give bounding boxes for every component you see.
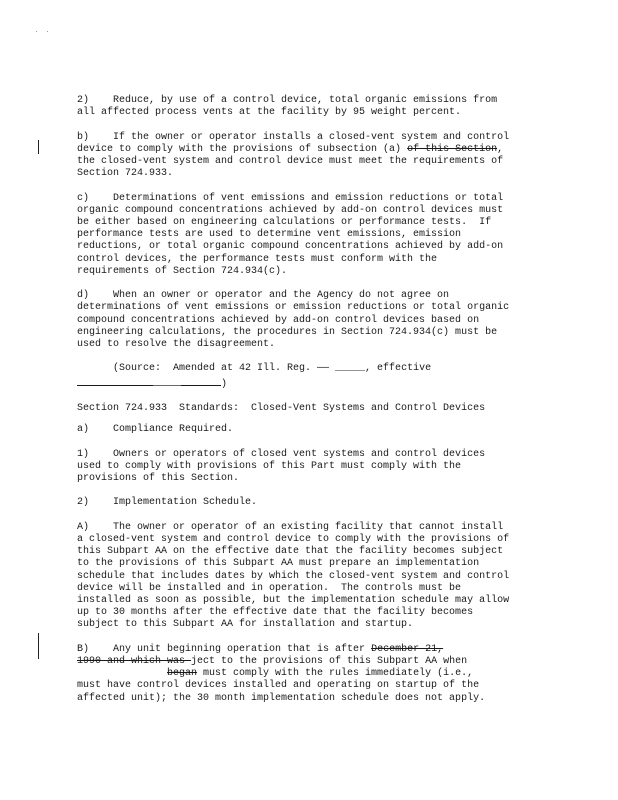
para-B-line-5: affected unit); the 30 month implementation schedule does not apply. [77,692,486,704]
para-reduce-line-1: 2) Reduce, by use of a control device, total organic emissions from [77,95,498,106]
para-d-line: determinations of vent emissions or emission reductions or total organic [77,302,510,314]
para-c-line: requirements of Section 724.934(c). [77,265,288,277]
para-A-line: up to 30 months after the effective date that the facility becomes [77,607,474,619]
para-1-line: provisions of this Section. [77,473,240,484]
para-d-line: used to resolve the disagreement. [77,339,276,351]
para-c-line: reductions, or total organic compound concentrations achieved by add-on [77,241,504,253]
para-b-line-4: Section 724.933. [77,168,174,180]
effective-date-blank [77,376,221,386]
source-note-line-2: ) [77,376,547,391]
revision-bar [38,633,39,659]
document-body [77,95,547,705]
para-d-line: d) When an owner or operator and the Agency do not agree on [77,290,450,302]
para-A-line: schedule that includes dates by which the closed-vent system and control [77,570,510,582]
para-c-line: performance tests are used to determine vent emissions, emission [77,229,462,241]
para-d-line: engineering calculations, the procedures in Section 724.934(c) must be [77,326,498,338]
subsection-a: a) Compliance Required. [77,424,234,436]
para-A-line: subject to this Subpart AA for installation and startup. [77,619,414,631]
para-reduce-line-2: all affected process vents at the facility by 95 weight percent. [77,107,462,119]
para-B-line-2: 1990 and which was ject to the provisions of this Subpart AA when [77,656,468,667]
scan-speck [36,31,37,32]
deleted-text: December 21, [371,643,444,655]
para-c-line: be either based on engineering calculations or performance tests. If [77,217,492,228]
para-c-line: control devices, the performance tests must conform with the [77,253,438,265]
deleted-text: of this Section [407,143,498,155]
para-B-line-1: B) Any unit beginning operation that is after December 21, [77,643,444,655]
para-d-line: compound concentrations achieved by add-on control devices based on [77,314,480,326]
para-b-line-2: device to comply with the provisions of subsection (a) of this Section, [77,143,504,155]
para-c-line: organic compound concentrations achieved by add-on control devices must [77,204,504,216]
para-c-line: c) Determinations of vent emissions and emission reductions or total [77,192,504,204]
para-A-line: device will be installed and in operation. The controls must be [77,582,462,594]
para-A-line: a closed-vent system and control device to comply with the provisions of [77,533,510,545]
para-A-line: this Subpart AA on the effective date that the facility becomes subject [77,546,504,558]
scan-speck [47,31,48,32]
para-1-line: 1) Owners or operators of closed vent systems and control devices [77,448,486,460]
source-note-line-1: (Source: Amended at 42 Ill. Reg. —— _____, effective [77,363,432,375]
para-A-line: installed as soon as possible, but the implementation schedule may allow [77,595,510,606]
implementation-heading: 2) Implementation Schedule. [77,497,258,509]
para-B-line-4: must have control devices installed and operating on startup of the [77,680,480,692]
para-b-line-1: b) If the owner or operator installs a closed-vent system and control [77,131,510,143]
revision-bar [38,140,39,154]
section-heading: Section 724.933 Standards: Closed-Vent Systems and Control Devices [77,403,486,414]
para-A-line: A) The owner or operator of an existing facility that cannot install [77,521,504,533]
para-b-line-3: the closed-vent system and control device must meet the requirements of [77,156,504,167]
deleted-text: began [167,668,198,680]
para-B-line-3: began must comply with the rules immediately (i.e., [167,668,474,680]
deleted-text: 1990 and which was [77,656,192,667]
para-1-line: used to comply with provisions of this Part must comply with the [77,460,462,472]
para-A-line: to the provisions of this Subpart AA must prepare an implementation [77,558,480,570]
